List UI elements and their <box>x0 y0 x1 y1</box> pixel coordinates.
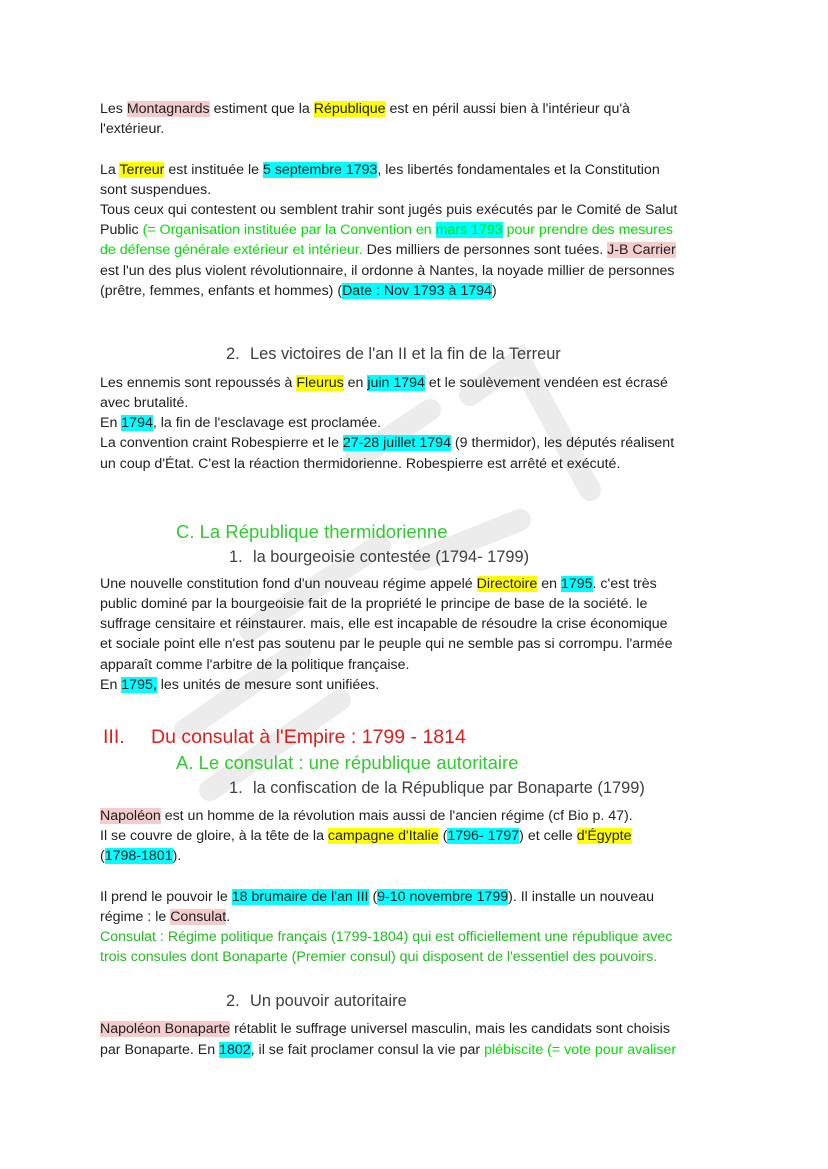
chapter-heading-iii: III. Du consulat à l'Empire : 1799 - 1814 <box>103 726 466 748</box>
paragraph-line: Public (= Organisation instituée par la Convention en mars 1793 pour prendre des mesures <box>100 222 673 238</box>
paragraph-line: La convention craint Robespierre et le 27-28 juillet 1794 (9 thermidor), les députés réalisent <box>100 435 675 451</box>
paragraph-line: Il prend le pouvoir le 18 brumaire de l'an III (9-10 novembre 1799). Il installe un nouveau <box>100 889 655 905</box>
paragraph-line: public dominé par la bourgeoisie fait de la propriété le principe de base de la société. le <box>100 596 648 612</box>
paragraph-line: avec brutalité. <box>100 395 189 411</box>
subheading-victoires: 2. Les victoires de l'an II et la fin de la Terreur <box>226 345 561 363</box>
section-heading-a: A. Le consulat : une république autoritaire <box>176 752 519 773</box>
paragraph-line: La Terreur est instituée le 5 septembre 1793, les libertés fondamentales et la Constitution <box>100 162 660 178</box>
subheading-pouvoir: 2. Un pouvoir autoritaire <box>226 992 407 1010</box>
paragraph-line: Tous ceux qui contestent ou semblent trahir sont jugés puis exécutés par le Comité de Salut <box>100 202 678 218</box>
paragraph-line: régime : le Consulat. <box>100 909 231 925</box>
paragraph-line: Les Montagnards estiment que la République est en péril aussi bien à l'intérieur qu'à <box>100 101 630 117</box>
paragraph-line: (prêtre, femmes, enfants et hommes) (Date : Nov 1793 à 1794) <box>100 283 497 299</box>
section-heading-c: C. La République thermidorienne <box>176 521 448 542</box>
paragraph-line: par Bonaparte. En 1802, il se fait proclamer consul la vie par plébiscite (= vote pour avaliser <box>100 1042 677 1058</box>
paragraph-line: de défense générale extérieur et intérieur. Des milliers de personnes sont tuées. J-B Carrier <box>100 242 676 258</box>
paragraph-line: En 1795, les unités de mesure sont unifiées. <box>100 677 380 693</box>
subheading-bourgeoisie: 1. la bourgeoisie contestée (1794- 1799) <box>229 548 530 566</box>
paragraph-line: Une nouvelle constitution fond d'un nouveau régime appelé Directoire en 1795. c'est très <box>100 576 657 592</box>
paragraph-line: est l'un des plus violent révolutionnaire, il ordonne à Nantes, la noyade millier de personnes <box>100 263 675 279</box>
paragraph-line: Il se couvre de gloire, à la tête de la campagne d'Italie (1796- 1797) et celle d'Égypte <box>100 828 632 844</box>
paragraph-line: suffrage censitaire et réinstaurer. mais, elle est incapable de résoudre la crise économique <box>100 616 668 632</box>
paragraph-line: Napoléon est un homme de la révolution mais aussi de l'ancien régime (cf Bio p. 47). <box>100 808 633 824</box>
paragraph-line: Napoléon Bonaparte rétablit le suffrage universel masculin, mais les candidats sont choisis <box>100 1021 670 1037</box>
definition-line: Consulat : Régime politique français (1799-1804) qui est officiellement une république avec <box>100 929 673 945</box>
paragraph-line: Les ennemis sont repoussés à Fleurus en juin 1794 et le soulèvement vendéen est écrasé <box>100 375 668 391</box>
paragraph-line: un coup d'État. C'est la réaction thermidorienne. Robespierre est arrêté et exécuté. <box>100 456 621 472</box>
paragraph-line: l'extérieur. <box>100 121 165 137</box>
paragraph-line: sont suspendues. <box>100 182 212 198</box>
paragraph-line: (1798-1801). <box>100 848 182 864</box>
paragraph-line: En 1794, la fin de l'esclavage est proclamée. <box>100 415 382 431</box>
definition-line: trois consules dont Bonaparte (Premier consul) qui disposent de l'essentiel des pouvoirs. <box>100 949 658 965</box>
paragraph-line: apparaît comme l'arbitre de la politique française. <box>100 657 410 673</box>
subheading-confiscation: 1. la confiscation de la République par Bonaparte (1799) <box>229 779 645 797</box>
paragraph-line: et sociale point elle n'est pas soutenu par le peuple qui ne semble pas si corrompu. l'armée <box>100 636 673 652</box>
